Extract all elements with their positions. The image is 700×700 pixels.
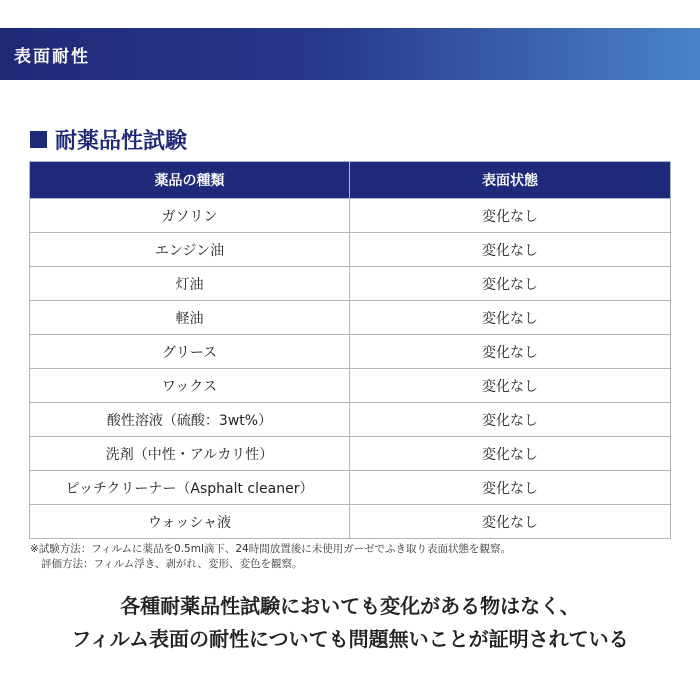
conclusion-line-2: フィルム表面の耐性についても問題無いことが証明されている — [71, 627, 629, 651]
surface-cell: 変化なし — [350, 505, 671, 539]
surface-cell: 変化なし — [350, 403, 671, 437]
column-header-chemical: 薬品の種類 — [30, 162, 350, 199]
chemical-cell: エンジン油 — [30, 233, 350, 267]
chemical-cell: ガソリン — [30, 199, 350, 233]
table-header-row — [30, 162, 671, 199]
surface-cell: 変化なし — [350, 471, 671, 505]
chemical-cell: 灯油 — [30, 267, 350, 301]
surface-cell: 変化なし — [350, 301, 671, 335]
test-notes — [30, 542, 511, 572]
square-bullet-icon — [30, 131, 47, 148]
column-header-surface: 表面状態 — [350, 162, 671, 199]
header-banner — [0, 28, 700, 80]
surface-cell: 変化なし — [350, 233, 671, 267]
table-row — [30, 301, 671, 335]
chemical-cell: 酸性溶液（硫酸：3wt%） — [30, 403, 350, 437]
chemical-cell: ウォッシャ液 — [30, 505, 350, 539]
chemical-resistance-table — [29, 161, 671, 539]
table-row — [30, 233, 671, 267]
surface-cell: 変化なし — [350, 335, 671, 369]
test-method-note: ※試験方法：フィルムに薬品を0.5ml滴下、24時間放置後に未使用ガーゼでふき取り表面状態を観察。 — [30, 543, 512, 555]
table-row — [30, 403, 671, 437]
section-title-text: 耐薬品性試験 — [55, 129, 188, 154]
surface-cell: 変化なし — [350, 199, 671, 233]
conclusion-text — [0, 590, 700, 656]
evaluation-method-note: 評価方法：フィルム浮き、剥がれ、変形、変色を観察。 — [41, 558, 303, 570]
table-row — [30, 335, 671, 369]
table-row — [30, 437, 671, 471]
section-title — [30, 124, 187, 155]
chemical-cell: グリース — [30, 335, 350, 369]
banner-title: 表面耐性 — [14, 47, 90, 67]
table-row — [30, 199, 671, 233]
chemical-cell: ピッチクリーナー（Asphalt cleaner） — [30, 471, 350, 505]
surface-cell: 変化なし — [350, 369, 671, 403]
surface-cell: 変化なし — [350, 267, 671, 301]
chemical-cell: ワックス — [30, 369, 350, 403]
surface-cell: 変化なし — [350, 437, 671, 471]
chemical-cell: 軽油 — [30, 301, 350, 335]
conclusion-line-1: 各種耐薬品性試験においても変化がある物はなく、 — [120, 594, 580, 618]
table-row — [30, 471, 671, 505]
table-row — [30, 267, 671, 301]
table-row — [30, 505, 671, 539]
table-row — [30, 369, 671, 403]
chemical-cell: 洗剤（中性・アルカリ性） — [30, 437, 350, 471]
